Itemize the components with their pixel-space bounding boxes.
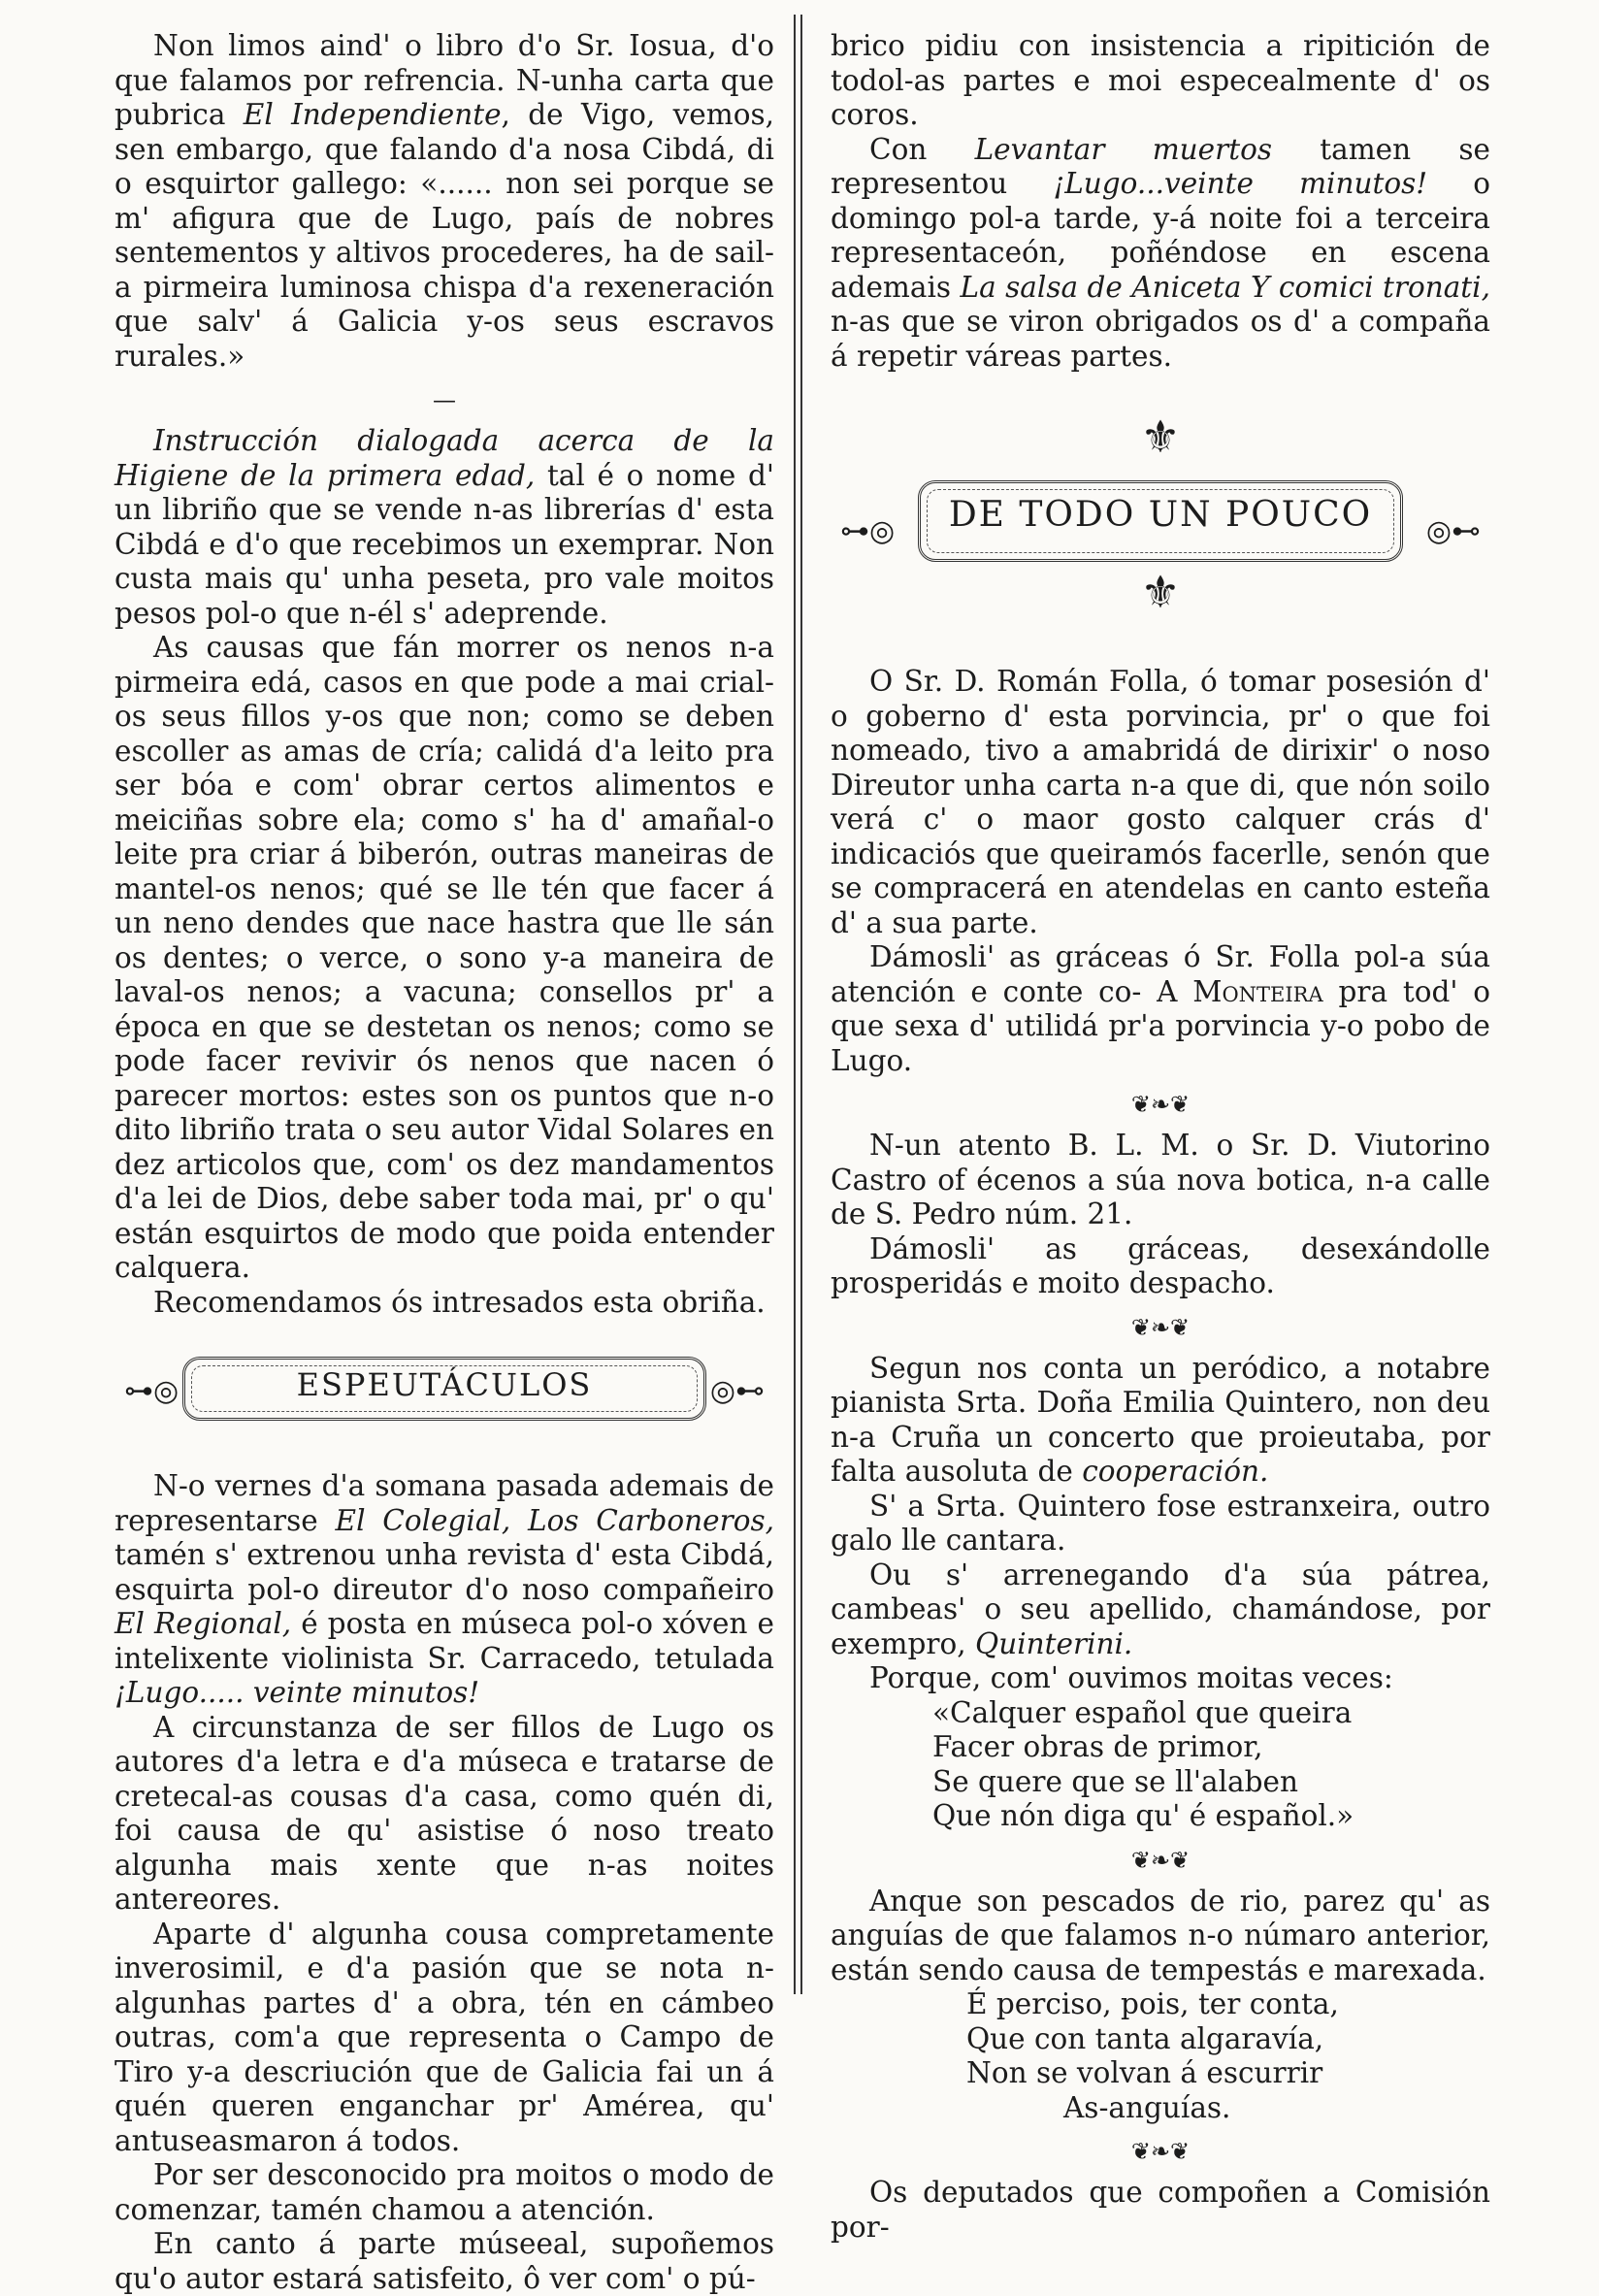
verse-line: Que nón diga qu' é español.» — [932, 1799, 1354, 1832]
paragraph: N-un atento B. L. M. o Sr. D. Viutorino Castro of écenos a súa nova botica, n-a calle de S. Pedro núm. 21. — [831, 1129, 1490, 1230]
crown-ornament-icon: ⚜ — [1140, 410, 1181, 463]
verse-line: Facer obras de primor, — [932, 1730, 1263, 1763]
paragraph: N-o vernes d'a somana pasada ademais de representarse El Colegial, Los Carboneros, tamén s' extrenou unha revista d' esta Cibdá, esquirta pol-o direutor d'o noso compañeiro El Regional, é posta en múseca pol-o xóven e intelixente violinista Sr. Carracedo, tetulada ¡Lugo..... veinte minutos! — [114, 1469, 775, 1709]
verse-line: Se quere que se ll'alaben — [932, 1764, 1298, 1798]
flourish-icon: ◎⊷ — [709, 1374, 765, 1408]
paragraph: S' a Srta. Quintero fose estranxeira, outro galo lle cantara. — [831, 1489, 1490, 1557]
verse-line: «Calquer español que queira — [932, 1695, 1353, 1729]
right-column — [831, 29, 1490, 2245]
section-header-de-todo-un-pouco — [831, 412, 1490, 636]
section-header-espeutaculos — [114, 1341, 774, 1448]
paragraph: En canto á parte múseeal, supoñemos qu'o autor estará satisfeito, ô ver com' o pú- — [114, 2227, 774, 2295]
paragraph: Segun nos conta un peródico, a notabre pianista Srta. Doña Emilia Quintero, non deu n-a Cruña un concerto que proieutaba, por falta ausoluta de cooperación. — [831, 1351, 1490, 1488]
flourish-icon: ◎⊷ — [1425, 514, 1481, 548]
verse-line: As-anguías. — [1063, 2090, 1231, 2124]
paragraph: Por ser desconocido pra moitos o modo de comenzar, tamén chamou a atención. — [114, 2158, 774, 2226]
left-column — [114, 29, 774, 2296]
verse-line: É perciso, pois, ter conta, — [966, 1987, 1339, 2020]
paragraph: brico pidiu con insistencia a ripitición de todol-as partes e moi especealmente d' os coros. — [831, 29, 1490, 131]
section-title: DE TODO UN POUCO — [948, 495, 1373, 535]
flourish-icon: ⊶◎ — [840, 514, 896, 548]
paragraph: Dámosli' as gráceas, desexándolle prosperidás e moito despacho. — [831, 1231, 1490, 1299]
section-title: ESPEUTÁCULOS — [296, 1366, 593, 1403]
column-rule — [800, 15, 802, 1994]
separator: — — [433, 386, 456, 413]
paragraph: Non limos aind' o libro d'o Sr. Iosua, d'o que falamos por refrencia. N-unha carta que pubrica El Independiente, de Vigo, vemos, sen embargo, que falando d'a nosa Cibdá, di o esquirtor gallego: «...... non sei porque se m' afigura que de Lugo, país de nobres sentementos y altivos procederes, ha de sail-a pirmeira luminosa chispa d'a rexeneración que salv' á Galicia y-os seus escravos rurales.» — [114, 29, 774, 373]
paragraph: Anque son pescados de rio, parez qu' as anguías de que falamos n-o númaro anterior, están sendo causa de tempestás e marexada. — [831, 1884, 1490, 1986]
base-ornament-icon: ⚜ — [1140, 566, 1181, 618]
ornament-divider-icon: ❦❧❦ — [1130, 2138, 1191, 2165]
paragraph: A circunstanza de ser fillos de Lugo os autores d'a letra e d'a múseca e tratarse de cretecal-as cousas d'a casa, como quén di, foi causa de qu' asistise ó noso treato algunha mais xente que n-as noites antereores. — [114, 1710, 774, 1916]
flourish-icon: ⊶◎ — [124, 1374, 179, 1408]
column-rule — [794, 15, 796, 1994]
paragraph: O Sr. D. Román Folla, ó tomar posesión d' o goberno d' esta porvincia, pr' o que foi nomeado, tivo a amabridá de dirixir' o noso Direutor unha carta n-a que di, que nón soilo verá c' o maor gosto calquer crás d' indicaciós que queiramós facerlle, senón que se compracerá en atendelas en canto esteña d' a sua parte. — [831, 665, 1490, 939]
paragraph: Dámosli' as gráceas ó Sr. Folla pol-a súa atención e conte co- A Monteira pra tod' o que sexa d' utilidá pr'a porvincia y-o pobo de Lugo. — [831, 940, 1491, 1077]
verse-line: Que con tanta algaravía, — [966, 2021, 1324, 2055]
paragraph: Instrucción dialogada acerca de la Higiene de la primera edad, tal é o nome d' un libriño que se vende n-as librerías d' esta Cibdá e d'o que recebimos un exemprar. Non custa mais qu' unha peseta, pro vale moitos pesos pol-o que n-él s' adeprende. — [114, 424, 774, 630]
paragraph: Porque, com' ouvimos moitas veces: — [869, 1661, 1393, 1694]
paragraph: Recomendamos ós intresados esta obriña. — [153, 1285, 766, 1319]
paragraph: Aparte d' algunha cousa compretamente inverosimil, e d'a pasión que se nota n-algunhas partes d' a obra, tén en cámbeo outras, com'a que representa o Campo de Tiro y-a descriución que de Galicia fai un á quén queren enganchar pr' Amérea, qu' antuseasmaron á todos. — [114, 1917, 774, 2157]
ornament-divider-icon: ❦❧❦ — [1130, 1091, 1191, 1118]
paragraph: Os deputados que compoñen a Comisión por- — [831, 2176, 1490, 2244]
verse-line: Non se volvan á escurrir — [966, 2056, 1323, 2089]
paragraph: Con Levantar muertos tamen se representou ¡Lugo...veinte minutos! o domingo pol-a tarde, y-á noite foi a terceira representaceón, poñéndose en escena ademais La salsa de Aniceta Y comici tronati, n-as que se viron obrigados os d' a compaña á repetir váreas partes. — [831, 132, 1490, 373]
ornament-divider-icon: ❦❧❦ — [1130, 1846, 1191, 1874]
paragraph: Ou s' arrenegando d'a súa pátrea, cambeas' o seu apellido, chamándose, por exempro, Quinterini. — [831, 1558, 1490, 1660]
paragraph: As causas que fán morrer os nenos n-a pirmeira edá, casos en que pode a mai crial-os seus fillos y-os que non; como se deben escoller as amas de cría; calidá d'a leito pra ser bóa e com' obrar certos alimentos e meiciñas sobre ela; como s' ha d' amañal-o leite pra criar á biberón, outras maneiras de mantel-os nenos; qué se lle tén que facer á un neno dendes que nace hastra que lle sán os dentes; o verce, o sono y-a maneira de laval-os nenos; a vacuna; consellos pr' a época en que se destetan os nenos; como se pode facer revivir ós nenos que nacen ó parecer mortos: estes son os puntos que n-o dito libriño trata o seu autor Vidal Solares en dez articolos que, com' os dez mandamentos d'a lei de Dios, debe saber toda mai, pr' o qu' están esquirtos de modo que poida entender calquera. — [114, 631, 774, 1284]
ornament-divider-icon: ❦❧❦ — [1130, 1313, 1191, 1341]
